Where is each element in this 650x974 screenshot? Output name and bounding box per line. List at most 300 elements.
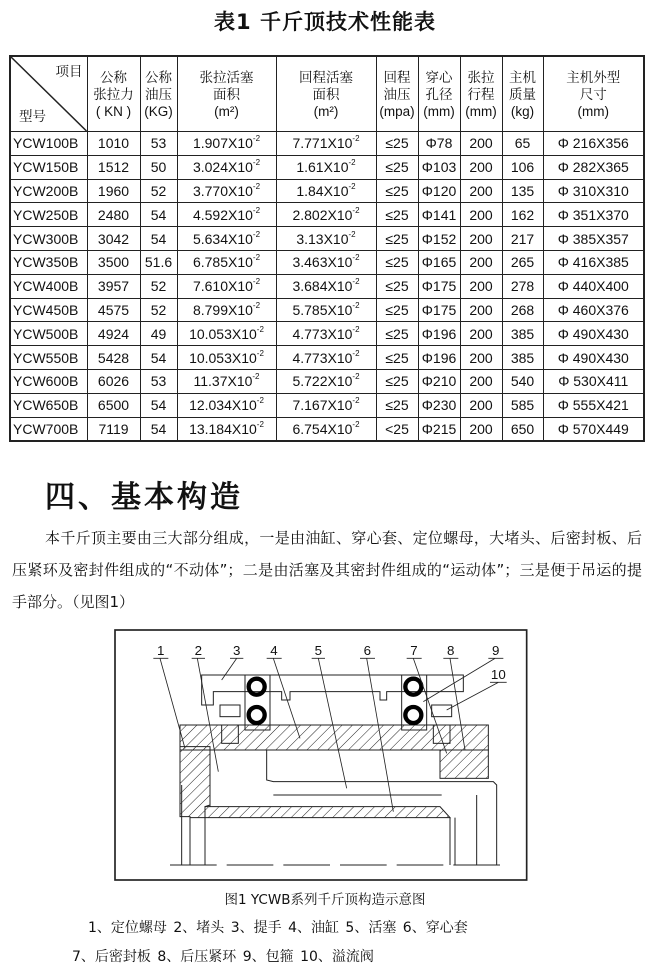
- table-cell: [10, 250, 87, 274]
- cell-value: 200: [469, 301, 493, 318]
- table-cell: [10, 203, 87, 227]
- label-10: 10: [490, 667, 506, 682]
- table-cell: [502, 346, 543, 370]
- cell-value: Φ165: [421, 254, 457, 271]
- table-cell: [376, 179, 418, 203]
- table-cell: [276, 298, 376, 322]
- cell-value: 1010: [97, 135, 130, 152]
- table-cell: [10, 132, 87, 156]
- cell-value: ≤25: [385, 325, 409, 342]
- table-cell: [177, 322, 276, 346]
- cell-value: 265: [510, 254, 535, 271]
- cell-value: Φ196: [421, 325, 457, 342]
- exponent: -2: [256, 419, 264, 429]
- table-cell: [276, 274, 376, 298]
- cell-value: Φ 490X430: [557, 325, 629, 342]
- table-cell: [276, 203, 376, 227]
- table-cell: [10, 298, 87, 322]
- table-cell: [418, 155, 460, 179]
- cell-value: Φ103: [421, 159, 457, 176]
- column-header: [460, 56, 502, 132]
- cell-value: 52: [150, 182, 167, 199]
- table-cell: [460, 227, 502, 251]
- cell-value: 5.785X10: [292, 301, 353, 318]
- table-cell: [418, 132, 460, 156]
- table-cell: [376, 322, 418, 346]
- column-header-line: (kg): [510, 103, 535, 119]
- table-cell: [177, 298, 276, 322]
- table-cell: [140, 203, 177, 227]
- cell-value: 54: [150, 230, 167, 247]
- table-cell: [376, 417, 418, 441]
- table-cell: [140, 298, 177, 322]
- exponent: -2: [252, 300, 261, 310]
- cell-value: 53: [150, 135, 167, 152]
- table-cell: [543, 250, 644, 274]
- table-row: [10, 179, 644, 203]
- column-header-line: 张拉力: [93, 86, 134, 102]
- cell-value: 200: [469, 397, 493, 414]
- table-row: [10, 417, 644, 441]
- cell-value: 54: [150, 420, 167, 437]
- cell-value: <25: [385, 420, 409, 437]
- table-cell: [418, 417, 460, 441]
- cell-value: 200: [469, 159, 493, 176]
- cell-value: YCW650B: [13, 397, 79, 414]
- cell-value: 54: [150, 397, 167, 414]
- table-cell: [502, 417, 543, 441]
- table-cell: [10, 417, 87, 441]
- section-heading: 四、基本构造: [45, 480, 243, 515]
- cell-value: Φ230: [421, 397, 457, 414]
- cell-value: ≤25: [385, 373, 409, 390]
- cell-value: ≤25: [385, 159, 409, 176]
- cell-value: 385: [510, 325, 535, 342]
- table-cell: [177, 227, 276, 251]
- column-header-line: 主机: [509, 69, 536, 85]
- legend-line-1: 1、定位螺母 2、堵头 3、提手 4、油缸 5、活塞 6、穿心套: [88, 920, 468, 936]
- table-cell: [502, 298, 543, 322]
- column-header: [87, 56, 140, 132]
- cell-value: 200: [469, 206, 493, 223]
- column-header: [543, 56, 644, 132]
- table-cell: [140, 179, 177, 203]
- column-header-line: 主机外型: [566, 69, 621, 85]
- figure-caption: 图1 YCWB系列千斤顶构造示意图: [224, 892, 426, 908]
- table-cell: [87, 298, 140, 322]
- cell-value: 3.770X10: [192, 182, 253, 199]
- cell-value: Φ 310X310: [557, 182, 629, 199]
- table-cell: [177, 203, 276, 227]
- cell-value: 650: [510, 420, 535, 437]
- column-header-line: ( KN ): [95, 103, 132, 119]
- column-header-line: 张拉: [467, 69, 495, 85]
- cell-value: 200: [469, 230, 493, 247]
- exponent: -2: [352, 253, 360, 263]
- table-cell: [460, 346, 502, 370]
- column-header-line: 回程活塞: [299, 69, 353, 85]
- cell-value: 200: [469, 278, 493, 295]
- exponent: -2: [256, 324, 264, 334]
- table-cell: [376, 346, 418, 370]
- table-cell: [543, 417, 644, 441]
- cell-value: 54: [150, 206, 167, 223]
- table-cell: [418, 393, 460, 417]
- cell-value: 6026: [97, 373, 130, 390]
- table-cell: [177, 393, 276, 417]
- cell-value: 4.773X10: [292, 349, 353, 366]
- table-cell: [140, 322, 177, 346]
- cell-value: 50: [150, 159, 167, 176]
- table-cell: [87, 274, 140, 298]
- cell-value: 7.167X10: [292, 397, 353, 414]
- column-header: [276, 56, 376, 132]
- label-3: 3: [232, 643, 241, 658]
- exponent: -2: [352, 348, 360, 358]
- cell-value: 4575: [97, 301, 130, 318]
- cell-value: 3957: [97, 278, 130, 295]
- cell-value: Φ 416X385: [557, 254, 629, 271]
- table-cell: [460, 132, 502, 156]
- cell-value: 4.773X10: [292, 325, 353, 342]
- cell-value: Φ 385X357: [557, 230, 629, 247]
- table-cell: [376, 274, 418, 298]
- exponent: -2: [348, 158, 356, 168]
- table-cell: [543, 369, 644, 393]
- table-cell: [502, 369, 543, 393]
- cell-value: Φ78: [425, 135, 453, 152]
- column-header-line: 尺寸: [579, 86, 607, 102]
- table-cell: [502, 274, 543, 298]
- exponent: -2: [252, 205, 261, 215]
- exponent: -2: [352, 324, 360, 334]
- exponent: -2: [352, 134, 360, 144]
- exponent: -2: [252, 229, 261, 239]
- table-cell: [276, 346, 376, 370]
- cell-value: 162: [510, 206, 535, 223]
- table-cell: [177, 417, 276, 441]
- table-cell: [418, 298, 460, 322]
- table-cell: [177, 179, 276, 203]
- table-cell: [177, 132, 276, 156]
- table-cell: [177, 346, 276, 370]
- table-header-row: [10, 56, 644, 132]
- cell-value: Φ141: [421, 206, 457, 223]
- table-row: [10, 250, 644, 274]
- table-cell: [418, 227, 460, 251]
- cell-value: Φ210: [421, 373, 457, 390]
- table-cell: [543, 155, 644, 179]
- label-4: 4: [270, 643, 278, 658]
- exponent: -2: [256, 348, 264, 358]
- exponent: -2: [252, 181, 261, 191]
- table-cell: [10, 369, 87, 393]
- cell-value: 52: [150, 278, 167, 295]
- table-cell: [543, 346, 644, 370]
- cell-value: 4924: [97, 325, 130, 342]
- cell-value: 200: [469, 135, 493, 152]
- column-header-line: 油压: [383, 86, 411, 102]
- table-cell: [10, 274, 87, 298]
- cell-value: Φ 570X449: [557, 420, 629, 437]
- table-cell: [87, 369, 140, 393]
- cell-value: YCW500B: [13, 325, 79, 342]
- table-cell: [460, 155, 502, 179]
- cell-value: YCW100B: [13, 135, 79, 152]
- table-cell: [376, 227, 418, 251]
- table-cell: [502, 393, 543, 417]
- cell-value: 268: [510, 301, 535, 318]
- table-row: [10, 155, 644, 179]
- table-cell: [140, 274, 177, 298]
- exponent: -2: [348, 181, 356, 191]
- body-paragraph: 本千斤顶主要由三大部分组成，一是由油缸、穿心套、定位螺母，大堵头、后密封板、后压紧环及密封件组成的“不动体”；二是由活塞及其密封件组成的“运动体”；三是便于吊运的提手部分。（见图1）: [12, 529, 642, 611]
- cell-value: 200: [469, 373, 493, 390]
- table-cell: [418, 322, 460, 346]
- table-cell: [140, 155, 177, 179]
- cell-value: 11.37X10: [193, 373, 253, 390]
- label-7: 7: [410, 643, 418, 658]
- table-cell: [177, 250, 276, 274]
- exponent: -2: [352, 419, 360, 429]
- cell-value: 5428: [97, 349, 130, 366]
- table-cell: [376, 393, 418, 417]
- table-cell: [460, 298, 502, 322]
- table-cell: [543, 298, 644, 322]
- cell-value: 49: [150, 325, 167, 342]
- column-header-line: (m²): [214, 103, 239, 119]
- cell-value: 6.785X10: [192, 254, 253, 271]
- cell-value: Φ 530X411: [558, 373, 629, 390]
- table-cell: [87, 417, 140, 441]
- cell-value: Φ 460X376: [557, 301, 629, 318]
- cell-value: ≤25: [385, 278, 409, 295]
- column-header-line: 公称: [145, 69, 172, 85]
- table-row: [10, 203, 644, 227]
- cell-value: ≤25: [385, 182, 409, 199]
- table-cell: [502, 203, 543, 227]
- column-header-line: 孔径: [425, 86, 453, 102]
- cell-value: 2.802X10: [292, 206, 353, 223]
- cell-value: YCW400B: [13, 278, 79, 295]
- cell-value: 135: [510, 182, 535, 199]
- exponent: -2: [352, 205, 360, 215]
- table-cell: [140, 346, 177, 370]
- cell-value: Φ 282X365: [557, 159, 629, 176]
- table-cell: [543, 179, 644, 203]
- exponent: -2: [352, 300, 360, 310]
- cell-value: 385: [510, 349, 535, 366]
- cell-value: Φ 351X370: [557, 206, 629, 223]
- table-cell: [460, 369, 502, 393]
- legend-line-2: 7、后密封板 8、后压紧环 9、包箍 10、溢流阀: [72, 949, 374, 965]
- table-cell: [87, 132, 140, 156]
- cell-value: Φ 555X421: [557, 397, 629, 414]
- cell-value: 278: [510, 278, 535, 295]
- table-cell: [543, 203, 644, 227]
- cell-value: 54: [150, 349, 167, 366]
- table-cell: [418, 203, 460, 227]
- exponent: -2: [252, 253, 261, 263]
- table-cell: [376, 203, 418, 227]
- column-header-line: 面积: [312, 86, 340, 102]
- label-1: 1: [156, 643, 165, 658]
- table-cell: [418, 274, 460, 298]
- table-cell: [10, 346, 87, 370]
- table-cell: [543, 227, 644, 251]
- table-cell: [543, 393, 644, 417]
- cell-value: 200: [469, 254, 493, 271]
- table-row: [10, 274, 644, 298]
- exponent: -2: [352, 277, 360, 287]
- table-row: [10, 393, 644, 417]
- cell-value: YCW300B: [13, 230, 79, 247]
- cell-value: Φ152: [421, 230, 457, 247]
- cell-value: 1.84X10: [296, 182, 349, 199]
- cell-value: 7.610X10: [192, 278, 253, 295]
- column-header-line: 回程: [383, 69, 411, 85]
- cell-value: 53: [150, 373, 167, 390]
- cell-value: 10.053X10: [189, 325, 257, 342]
- column-header-line: 油压: [145, 86, 172, 102]
- label-6: 6: [363, 643, 372, 658]
- cell-value: YCW700B: [13, 420, 79, 437]
- table-cell: [376, 155, 418, 179]
- cell-value: 5.722X10: [292, 373, 353, 390]
- table-cell: [418, 250, 460, 274]
- label-9: 9: [491, 643, 500, 658]
- column-header-line: (mpa): [379, 103, 415, 119]
- table-cell: [276, 250, 376, 274]
- corner-header: [10, 56, 87, 132]
- column-header: [376, 56, 418, 132]
- table-row: [10, 346, 644, 370]
- table-cell: [276, 132, 376, 156]
- cell-value: 1960: [97, 182, 130, 199]
- structure-figure: [110, 625, 530, 885]
- column-header: [418, 56, 460, 132]
- cell-value: Φ120: [421, 182, 457, 199]
- table-cell: [418, 346, 460, 370]
- table-cell: [460, 393, 502, 417]
- cell-value: 200: [469, 325, 493, 342]
- table-cell: [177, 155, 276, 179]
- table-row: [10, 132, 644, 156]
- table-cell: [502, 322, 543, 346]
- table-cell: [276, 417, 376, 441]
- corner-item-label: 项目: [55, 64, 83, 79]
- cell-value: 51.6: [144, 254, 173, 271]
- cell-value: 200: [469, 420, 493, 437]
- cell-value: 1.61X10: [296, 159, 349, 176]
- cell-value: 200: [469, 182, 493, 199]
- cell-value: 12.034X10: [189, 397, 257, 414]
- table-cell: [376, 298, 418, 322]
- table-cell: [87, 322, 140, 346]
- table-cell: [376, 250, 418, 274]
- column-header-line: 面积: [213, 86, 240, 102]
- cell-value: 106: [510, 159, 535, 176]
- exponent: -2: [252, 134, 261, 144]
- table-cell: [87, 179, 140, 203]
- table-cell: [140, 393, 177, 417]
- table-cell: [418, 369, 460, 393]
- table-row: [10, 298, 644, 322]
- cell-value: 2480: [97, 206, 130, 223]
- table-cell: [276, 369, 376, 393]
- table-cell: [140, 227, 177, 251]
- cell-value: 540: [510, 373, 535, 390]
- cell-value: Φ175: [421, 278, 457, 295]
- cell-value: 3.024X10: [192, 159, 253, 176]
- cell-value: ≤25: [385, 301, 409, 318]
- table-cell: [140, 369, 177, 393]
- table-row: [10, 369, 644, 393]
- table-cell: [502, 227, 543, 251]
- exponent: -2: [352, 396, 360, 406]
- column-header-line: 张拉活塞: [199, 69, 254, 85]
- table-cell: [543, 132, 644, 156]
- cell-value: Φ 490X430: [557, 349, 629, 366]
- table-cell: [502, 155, 543, 179]
- cell-value: ≤25: [385, 349, 409, 366]
- cell-value: 10.053X10: [189, 349, 257, 366]
- column-header: [502, 56, 543, 132]
- table-cell: [87, 155, 140, 179]
- cell-value: 4.592X10: [192, 206, 253, 223]
- column-header-line: (mm): [423, 103, 455, 119]
- cell-value: ≤25: [385, 230, 409, 247]
- cell-value: 13.184X10: [189, 420, 257, 437]
- exponent: -2: [352, 372, 360, 382]
- cell-value: 65: [514, 135, 531, 152]
- table-cell: [276, 155, 376, 179]
- table-cell: [502, 132, 543, 156]
- exponent: -2: [252, 277, 261, 287]
- table-cell: [276, 227, 376, 251]
- cell-value: Φ 440X400: [557, 278, 629, 295]
- cell-value: YCW200B: [13, 182, 79, 199]
- table-cell: [460, 322, 502, 346]
- cell-value: 585: [510, 397, 535, 414]
- cell-value: Φ 216X356: [557, 135, 629, 152]
- table-cell: [460, 250, 502, 274]
- label-2: 2: [194, 643, 203, 658]
- cell-value: 6500: [97, 397, 130, 414]
- column-header-line: (mm): [465, 103, 497, 119]
- column-header-line: (mm): [577, 103, 609, 119]
- table-cell: [10, 179, 87, 203]
- column-header-line: (KG): [144, 103, 173, 119]
- table-cell: [87, 227, 140, 251]
- table-cell: [177, 369, 276, 393]
- table-cell: [87, 393, 140, 417]
- table-cell: [10, 155, 87, 179]
- cell-value: 1.907X10: [192, 135, 253, 152]
- cell-value: YCW350B: [13, 254, 79, 271]
- cell-value: ≤25: [385, 206, 409, 223]
- cell-value: Φ215: [421, 420, 457, 437]
- cell-value: 6.754X10: [292, 420, 353, 437]
- exponent: -2: [256, 396, 264, 406]
- column-header: [177, 56, 276, 132]
- table-cell: [140, 250, 177, 274]
- column-header-line: 质量: [509, 86, 536, 102]
- table-cell: [140, 417, 177, 441]
- table-cell: [376, 132, 418, 156]
- cell-value: 7.771X10: [292, 135, 353, 152]
- table-cell: [10, 322, 87, 346]
